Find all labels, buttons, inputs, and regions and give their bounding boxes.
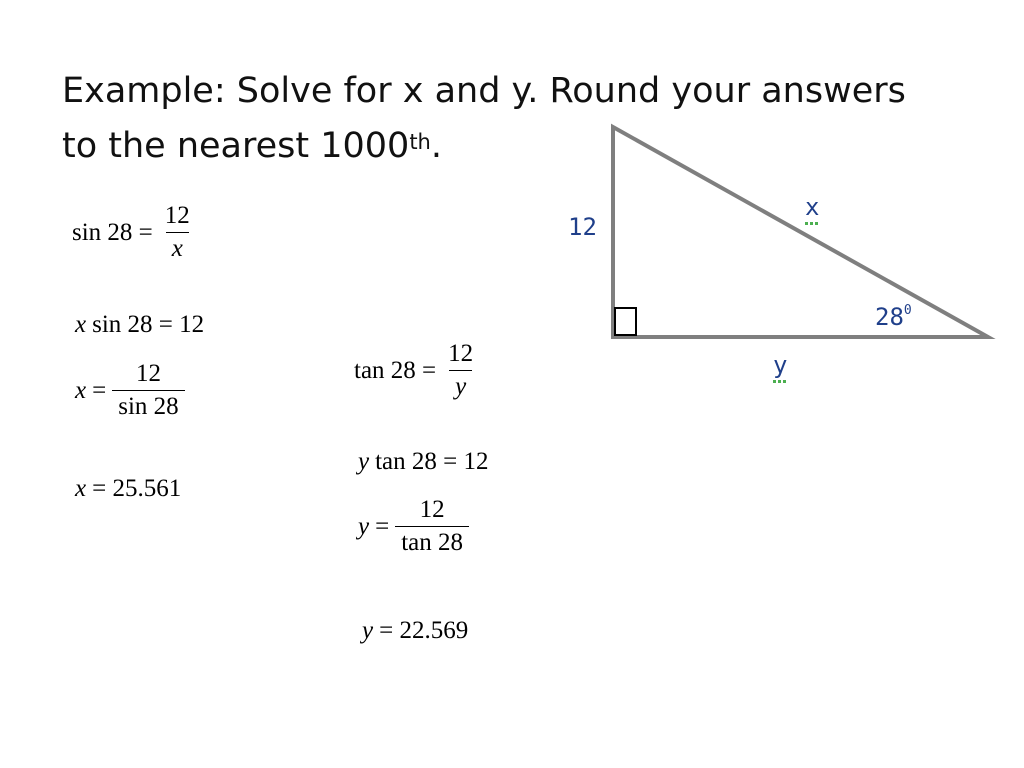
angle-value: 28	[875, 303, 904, 331]
y-eq3-numerator: 12	[419, 496, 445, 523]
x-eq3-numerator: 12	[135, 360, 161, 387]
title-superscript: th	[409, 130, 431, 154]
x-eq4-var: x	[75, 475, 87, 502]
y-eq1-lhs: tan 28 =	[354, 356, 437, 384]
y-eq3-fraction	[395, 496, 469, 557]
y-eq-tangent-ratio	[354, 340, 479, 401]
right-triangle-diagram	[560, 115, 1000, 385]
label-base-y: y	[773, 351, 788, 379]
label-angle-28	[875, 303, 912, 331]
x-eq2-rest: sin 28 = 12	[92, 311, 205, 338]
x-eq2-var: x	[75, 311, 87, 338]
label-hypotenuse-x: x	[805, 193, 820, 221]
x-eq1-numerator: 12	[164, 202, 190, 229]
y-eq3-equals: =	[375, 512, 390, 540]
x-eq3-equals: =	[92, 376, 107, 404]
x-eq3-denominator: sin 28	[112, 390, 184, 421]
label-side-12: 12	[568, 213, 597, 241]
title-line-1: Example: Solve for x and y. Round your answers	[62, 71, 906, 111]
x-eq3-fraction	[112, 360, 184, 421]
y-eq4-var: y	[362, 617, 374, 644]
y-eq1-numerator: 12	[448, 340, 474, 367]
y-eq-isolate	[358, 496, 469, 557]
x-eq-answer	[75, 475, 181, 503]
y-eq1-denominator: y	[449, 370, 472, 401]
y-eq3-var: y	[358, 512, 370, 540]
y-eq3-denominator: tan 28	[395, 526, 469, 557]
right-angle-marker	[615, 308, 636, 335]
x-eq1-lhs: sin 28 =	[72, 218, 153, 246]
triangle-shape	[613, 127, 988, 337]
x-eq4-rest: = 25.561	[92, 475, 182, 502]
triangle-svg	[560, 115, 1000, 385]
x-eq-multiply	[75, 311, 204, 339]
title-line-2-text: to the nearest 1000	[62, 126, 410, 166]
x-eq1-fraction	[159, 202, 196, 263]
title-period: .	[430, 126, 442, 166]
y-eq4-rest: = 22.569	[379, 617, 469, 644]
x-eq-sine-ratio	[72, 202, 196, 263]
y-eq-answer	[362, 617, 468, 645]
y-eq-multiply	[358, 448, 489, 476]
x-eq-isolate	[75, 360, 185, 421]
x-eq3-var: x	[75, 376, 87, 404]
y-eq2-rest: tan 28 = 12	[375, 448, 489, 475]
y-eq2-var: y	[358, 448, 370, 475]
y-eq1-fraction	[442, 340, 479, 401]
x-eq1-denominator: x	[166, 232, 189, 263]
angle-degree-mark: 0	[903, 303, 912, 318]
